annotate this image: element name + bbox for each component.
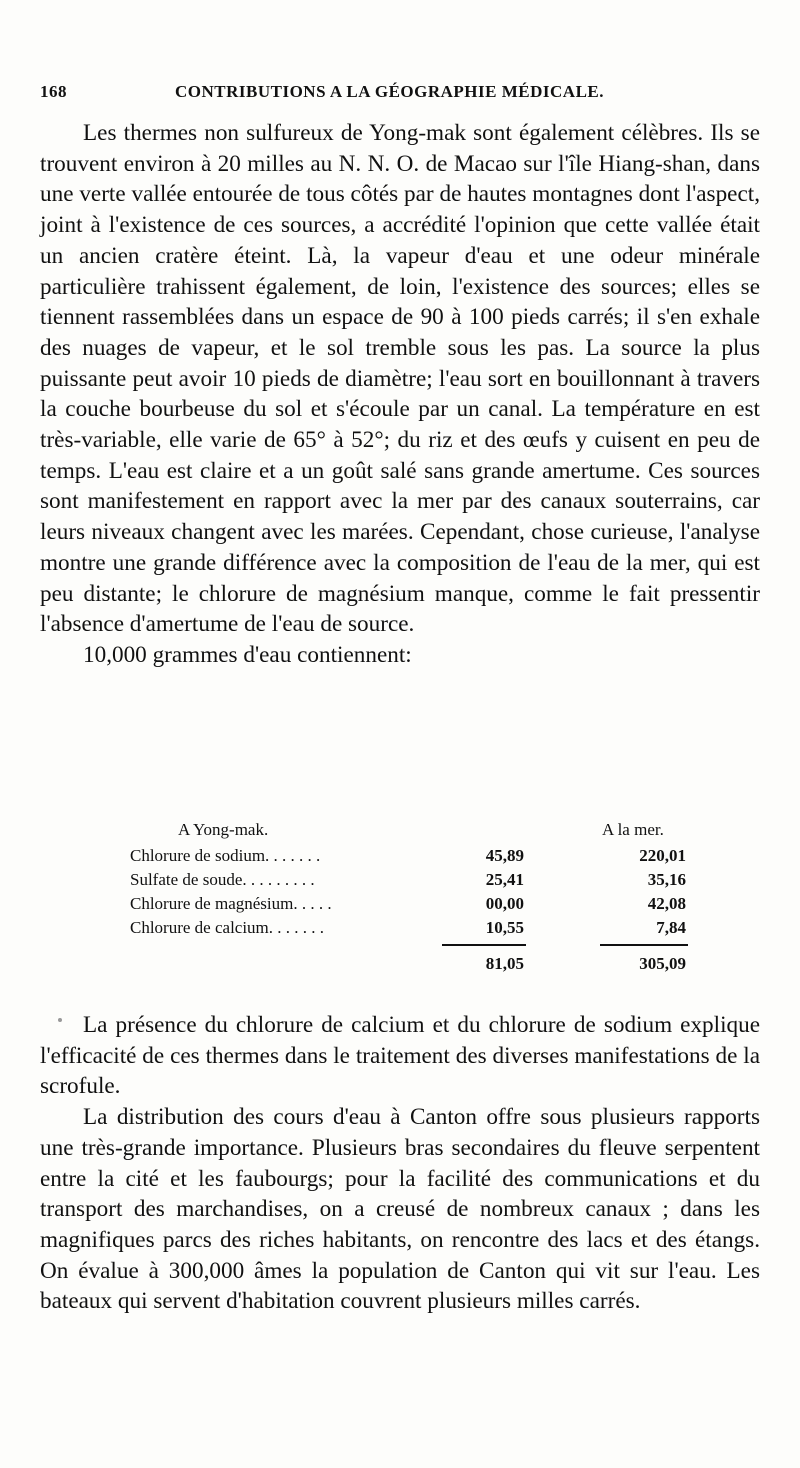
row-label: Chlorure de magnésium. . . . .	[130, 894, 332, 913]
row-label: Chlorure de sodium. . . . . . .	[130, 846, 321, 865]
paragraph-scrofule: La présence du chlorure de calcium et du chlorure de sodium explique l'efficacité de ces thermes dans le traitement des diverses manifestations de la scrofule.	[40, 1012, 760, 1100]
column-header-mer: A la mer.	[602, 820, 664, 839]
row-label: Chlorure de calcium. . . . . . .	[130, 918, 325, 937]
running-title: CONTRIBUTIONS A LA GÉOGRAPHIE MÉDICALE.	[175, 82, 604, 101]
total-yong-mak: 81,05	[485, 954, 524, 973]
row-value-mer: 220,01	[639, 846, 686, 865]
table-row	[130, 894, 690, 918]
row-value-mer: 42,08	[647, 894, 686, 913]
main-text	[40, 118, 760, 671]
row-value-mer: 35,16	[647, 870, 686, 889]
row-value-mer: 7,84	[656, 918, 686, 937]
paragraph-canton: La distribution des cours d'eau à Canton offre sous plusieurs rapports une très-grande importance. Plusieurs bras secondaires du fleuve serpentent entre la cité et les faubourgs; pour la facilité des communications et du transport des marchandises, on a creusé de nombreux canaux ; dans les magnifiques parcs des riches habitants, on rencontre des lacs et des étangs. On évalue à 300,000 âmes la population de Canton qui vit sur l'eau. Les bateaux qui servent d'habitation couvrent plusieurs milles carrés.	[40, 1104, 760, 1315]
table-row	[130, 918, 690, 942]
row-label: Sulfate de soude. . . . . . . . .	[130, 870, 315, 889]
row-value-yong-mak: 00,00	[485, 894, 524, 913]
main-text-continued	[40, 1010, 760, 1317]
table-total-row	[130, 954, 690, 978]
row-value-yong-mak: 10,55	[485, 918, 524, 937]
paragraph-table-intro: 10,000 grammes d'eau contiennent:	[83, 641, 412, 668]
row-value-yong-mak: 25,41	[485, 870, 524, 889]
paragraph-yong-mak: Les thermes non sulfureux de Yong-mak sont également célèbres. Ils se trouvent environ à 20 milles au N. N. O. de Macao sur l'île Hiang-shan, dans une verte vallée entourée de tous côtés par de hautes montagnes dont l'aspect, joint à l'existence de ces sources, a accrédité l'opinion que cette vallée était un ancien cratère éteint. Là, la vapeur d'eau et une odeur minérale particulière trahissent également, de loin, l'existence des sources; elles se tiennent rassemblées dans un espace de 90 à 100 pieds carrés; il s'en exhale des nuages de vapeur, et le sol tremble sous les pas. La source la plus puissante peut avoir 10 pieds de diamètre; l'eau sort en bouillonnant à travers la couche bourbeuse du sol et s'écoule par un canal. La température en est très-variable, elle varie de 65° à 52°; du riz et des œufs y cuisent en peu de temps. L'eau est claire et a un goût salé sans grande amertume. Ces sources sont manifestement en rapport avec la mer par des canaux souterrains, car leurs niveaux changent avec les marées. Cependant, chose curieuse, l'analyse montre une grande différence avec la composition de l'eau de la mer, qui est peu distante; le chlorure de magnésium manque, comme le fait pressentir l'absence d'amertume de l'eau de source.	[40, 120, 760, 638]
table-row	[130, 846, 690, 870]
column-header-yong-mak: A Yong-mak.	[178, 820, 269, 839]
page-header	[40, 82, 760, 112]
page-number: 168	[40, 82, 67, 101]
row-value-yong-mak: 45,89	[485, 846, 524, 865]
total-mer: 305,09	[639, 954, 686, 973]
sum-rule-yong-mak	[442, 944, 526, 946]
table-row	[130, 870, 690, 894]
sum-rule-mer	[600, 944, 688, 946]
